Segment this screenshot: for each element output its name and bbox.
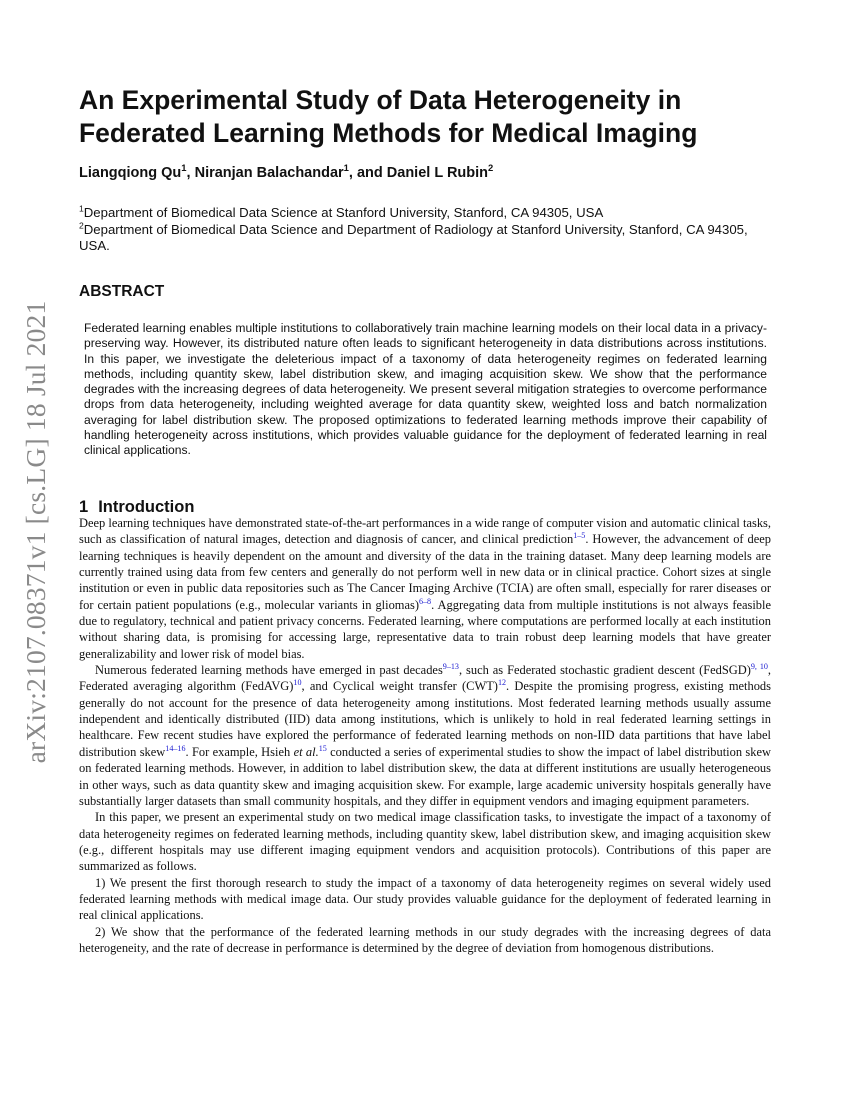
affiliation-mark: 2 [79,220,84,231]
author-name: Daniel L Rubin [386,165,489,181]
affiliation-mark: 2 [488,162,494,174]
section-title: Introduction [98,498,195,516]
text-run: . However, the advancement of deep learning techniques is heavily dependent on the amount and diversity of the data in the training dataset. Many deep learning models are currently trained using data from few centers and generally do not perform well in new data or in clinical practice. Cohort sizes at single institution or even in public data repositories such as The Cancer Imaging Archive (TCIA) are often small, especially for rarer diseases or for certain patient populations (e.g., molecular variants in gliomas) [79,532,771,612]
paragraph [79,809,771,874]
text-run: . Aggregating data from multiple institutions is not always feasible due to regulatory, technical and patient privacy concerns. Federated learning, where computations are performed locally at each institution without sharing data, is promising for accessing large, representative data to train robust deep learning models that have greater generalizability and lower risk of model bias. [79,597,771,661]
text-run: conducted a series of experimental studies to show the impact of label distribution skew on federated learning methods. However, in addition to label distribution skew, the data at different institutions are usually heterogeneous in other ways, such as data quantity skew and imaging acquisition skew. For example, large academic university hospitals generally have substantially larger datasets than small community hospitals, and they differ in equipment vendors and imaging equipment parameters. [79,744,771,808]
text-run: 2) We show that the performance of the federated learning methods in our study degrades with the increasing degrees of data heterogeneity, and the rate of decrease in performance is determined by the degree of deviation from homogenous distributions. [79,924,771,955]
paragraph [79,924,771,957]
abstract-text: Federated learning enables multiple institutions to collaboratively train machine learning models on their local data in a privacy-preserving way. However, its distributed nature often leads to significant heterogeneity in data distributions across institutions. In this paper, we investigate the deleterious impact of a taxonomy of data heterogeneity regimes on federated learning methods, including quantity skew, label distribution skew, and imaging acquisition skew. We show that the performance degrades with the increasing degrees of data heterogeneity. We present several mitigation strategies to overcome performance drops from data heterogeneity, including weighted average for data quantity skew, weighted loss and batch normalization averaging for label distribution skew. The proposed optimizations to federated learning methods improve their capability of handling heterogeneity across institutions, which provides valuable guidance for the deployment of federated learning in real clinical applications. [84,321,767,458]
body-text [79,515,771,956]
text-run: In this paper, we present an experimental study on two medical image classification tasks, to investigate the impact of a taxonomy of data heterogeneity regimes on federated learning methods, including quantity skew, label distribution skew, and imaging acquisition skew (e.g., different hospitals may use different imaging equipment vendors and acquisition protocols). Contributions of this paper are summarized as follows. [79,810,771,874]
paragraph [79,515,771,662]
paper-title [79,84,779,150]
text-run: . Despite the promising progress, existing methods generally do not account for the presence of data heterogeneity among institutions. Most federated learning methods usually assume independent and identically distributed (IID) data among institutions, which is unlikely to hold in real federated learning settings in healthcare. Few recent studies have explored the performance of federated learning methods on non-IID data partitions that have label distribution skew [79,679,771,759]
citation-link[interactable]: 9–13 [442,661,459,671]
text-run: , such as Federated stochastic gradient descent (FedSGD) [458,663,751,678]
italic-text: et al. [293,744,319,759]
citation-link[interactable]: 1–5 [573,531,586,541]
text-run: Deep learning techniques have demonstrated state-of-the-art performances in a wide range of computer vision and automatic clinical tasks, such as classification of natural images, detection and diagnosis of cancer, and clinical prediction [79,516,771,547]
citation-link[interactable]: 10 [293,678,302,688]
citation-link[interactable]: 6–8 [418,596,432,606]
citation-link[interactable]: 9, 10 [750,661,768,671]
paragraph [79,662,771,809]
text-run: , and Cyclical weight transfer (CWT) [301,679,498,694]
affiliation-mark: 1 [343,162,349,174]
affiliation-text: Department of Biomedical Data Science at Stanford University, Stanford, CA 94305, USA [83,205,604,220]
affiliation-text: Department of Biomedical Data Science and Department of Radiology at Stanford University, Stanford, CA 94305, USA. [79,221,748,253]
arxiv-identifier-stamp: arXiv:2107.08371v1 [cs.LG] 18 Jul 2021 [20,300,51,764]
paragraph [79,875,771,924]
citation-link[interactable]: 14–16 [165,743,186,753]
text-run: , Federated averaging algorithm (FedAVG) [79,663,772,694]
title-line: An Experimental Study of Data Heterogeneity in [79,85,682,115]
citation-link[interactable]: 15 [318,743,327,753]
abstract-heading: ABSTRACT [79,283,165,300]
author-name: Niranjan Balachandar [194,165,344,181]
citation-link[interactable]: 12 [497,678,507,688]
affiliations [79,205,779,255]
text-run: . For example, Hsieh [185,744,294,759]
affiliation-mark: 1 [79,203,84,214]
affiliation [79,222,779,255]
section-number: 1 [79,498,89,516]
author-separator: , [186,165,195,181]
author-name: Liangqiong Qu [79,165,182,181]
text-run: 1) We present the first thorough research to study the impact of a taxonomy of data heterogeneity regimes on several widely used federated learning methods with medical image data. Our study provides valuable guidance for the deployment of federated learning in real clinical applications. [79,875,771,923]
author-separator: , and [348,165,387,181]
affiliation-mark: 1 [181,162,187,174]
title-line: Federated Learning Methods for Medical Imaging [79,118,698,148]
affiliation [79,205,779,222]
author-list [79,162,494,181]
text-run: Numerous federated learning methods have emerged in past decades [95,663,443,678]
